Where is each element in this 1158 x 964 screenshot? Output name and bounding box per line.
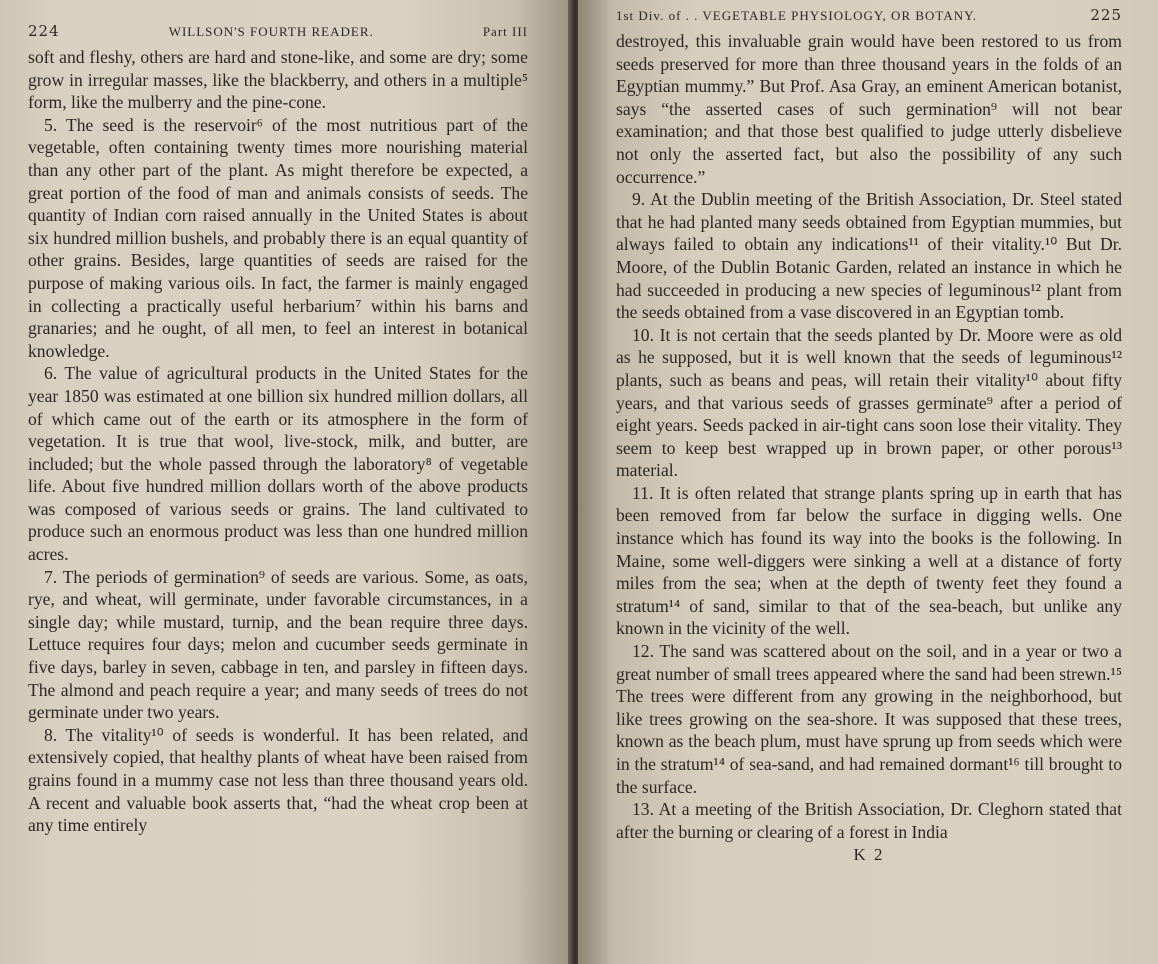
- left-running-head: [28, 22, 528, 40]
- page-number: 225: [1090, 6, 1122, 24]
- paragraph: 8. The vitality¹⁰ of seeds is wonderful. It has been related, and extensively copied, that healthy plants of wheat have been raised from grains found in a mummy case not less than three thousand years old. A recent and valuable book asserts that, “had the wheat crop been at any time entirely: [28, 724, 528, 836]
- paragraph: 7. The periods of germination⁹ of seeds are various. Some, as oats, rye, and wheat, will germinate, under favorable circumstances, in a single day; while mustard, turnip, and the bean require three days. Lettuce requires four days; melon and cucumber seeds germinate in five days, barley in seven, cabbage in ten, and parsley in fifteen days. The almond and peach require a year; and many seeds of trees do not germinate under two years.: [28, 566, 528, 723]
- left-page: [0, 0, 572, 964]
- part-label: Part III: [482, 24, 528, 39]
- right-body-text: [616, 30, 1122, 843]
- left-body-text: [28, 46, 528, 837]
- paragraph: 13. At a meeting of the British Association, Dr. Cleghorn stated that after the burning or clearing of a forest in India: [616, 799, 1122, 842]
- signature-mark: K 2: [853, 845, 885, 865]
- paragraph: 9. At the Dublin meeting of the British Association, Dr. Steel stated that he had planted many seeds obtained from Egyptian mummies, but always failed to obtain any indications¹¹ of their vitality.¹⁰ But Dr. Moore, of the Dublin Botanic Garden, related an instance in which he had succeeded in producing a new species of leguminous¹² plant from the seeds obtained from a vase discovered in an Egyptian tomb.: [616, 189, 1122, 323]
- paragraph: 5. The seed is the reservoir⁶ of the most nutritious part of the vegetable, often containing twenty times more nourishing material than any other part of the plant. As might therefore be expected, a great portion of the food of man and animals consists of seeds. The quantity of Indian corn raised annually in the United States is about six hundred million bushels, and probably there is an equal quantity of other grains. Besides, large quantities of seeds are raised for the purpose of making various oils. In fact, the farmer is mainly engaged in collecting a practically useful herbarium⁷ within his barns and granaries; and he ought, of all men, to feel an interest in botanical knowledge.: [28, 114, 528, 361]
- paragraph: 11. It is often related that strange plants spring up in earth that has been removed from far below the surface in digging wells. One instance which has found its way into the books is the following. In Maine, some well-diggers were sinking a well at a distance of forty miles from the sea; when at the depth of twenty feet they found a stratum¹⁴ of sand, similar to that of the sea-beach, but unlike any known in the vicinity of the well.: [616, 482, 1122, 639]
- right-page: [578, 0, 1158, 964]
- paragraph: 10. It is not certain that the seeds planted by Dr. Moore were as old as he supposed, but it is well known that the seeds of leguminous¹² plants, such as beans and peas, will retain their vitality¹⁰ about fifty years, and that various seeds of grasses germinate⁹ after a period of eight years. Seeds packed in air-tight cans soon lose their vitality. They seem to keep best wrapped up in brown paper, or other porous¹³ material.: [616, 324, 1122, 481]
- paragraph: destroyed, this invaluable grain would have been restored to us from seeds preserved for more than three thousand years in the folds of an Egyptian mummy.” But Prof. Asa Gray, an eminent American botanist, says “the asserted cases of such germination⁹ will not bear examination; and that those best qualified to judge utterly disbelieve not only the asserted fact, but also the possibility of any such occurrence.”: [616, 31, 1122, 187]
- paragraph: 6. The value of agricultural products in the United States for the year 1850 was estimated at one billion six hundred million dollars, all of which came out of the earth or its atmosphere in the form of vegetation. It is true that wool, live-stock, milk, and butter, are included; but the whole passed through the laboratory⁸ of vegetable life. About five hundred million dollars worth of the above products was composed of various seeds or grains. The land cultivated to produce such an enormous product was less than one hundred million acres.: [28, 363, 528, 565]
- paragraph: soft and fleshy, others are hard and stone-like, and some are dry; some grow in irregular masses, like the blackberry, and others in a multiple⁵ form, like the mulberry and the pine-cone.: [28, 47, 528, 113]
- running-title: WILLSON'S FOURTH READER.: [168, 24, 374, 39]
- right-running-head: [616, 6, 1122, 24]
- paragraph: 12. The sand was scattered about on the soil, and in a year or two a great number of small trees appeared where the sand had been strewn.¹⁵ The trees were different from any growing in the neighborhood, but like trees growing on the sea-shore. It was supposed that these trees, known as the beach plum, must have sprung up from seeds which were in the stratum¹⁴ of sea-sand, and had remained dormant¹⁶ till brought to the surface.: [616, 641, 1122, 797]
- running-title: 1st Div. of . . VEGETABLE PHYSIOLOGY, OR BOTANY.: [616, 8, 978, 23]
- page-number: 224: [28, 22, 60, 40]
